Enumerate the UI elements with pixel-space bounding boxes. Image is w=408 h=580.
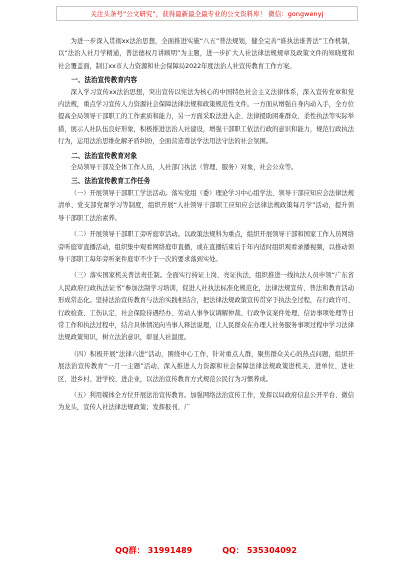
section-paragraph: 深入学习宣传xx法治思想，突出宣传以宪法为核心的中国特色社会主义法律体系，深入宣传党章和党内法规，重点学习宣传人力资源社会保障法律法规和政策规范性文件。一方面从增强自身内动入手，全方位提高全局领导干部职工的工作素质和能力，另一方面采取法进入企、法律援助困难群众、柔性执法等实际举措，展示人社队伍良好形象，积极推进法治人社建设，增强干部职工依法行政的意识和能力，规范行政执法行为，运用法治思维化解矛盾纠纷，全面营造尊法学法用法守法的社会氛围。 [58,88,354,146]
qq-number: 535304092 [246,545,297,555]
task-paragraph: （一）开展领导干部职工学法活动。落实党组（委）理论学习中心组学法、领导干部应知应会法律法规清单、党支部党课学习等制度，组织开展“人社领导干部职工应知应会法律法规政策每月学”活动，提升领导干部职工法治素养。 [58,189,354,222]
task-paragraph: （二）开展领导干部职工旁听庭审活动。以政策法规科为重点，组织开展领导干部和国家工作人员网络旁听庭审直播活动，组织集中观看网络庭审直播，或在直播结束后于年内适时组织观看录播视频，以推动领导干部职工每年旁听案件庭审不少于一次的要求落到实处。 [58,231,354,263]
section-heading-tasks: 三、法治宣传教育工作任务 [71,177,151,186]
task-paragraph: （五）利用媒体全方位开展法治宣传教育。加强网络法治宣传工作，发挥以局政府信息公开平台、微信为龙头，宣传人社法律法规政策；发挥报刊、广 [58,391,354,412]
qq-group-contact [115,545,192,556]
document-body [58,36,354,415]
task-paragraph: （三）落实国家机关普法责任制。全面实行持证上岗、亮证执法，组织推进一线执法人员申领“广东省人民政府行政执法证书”参加法制学习培训，促进人社执法标准化规范化，法律法规宣传、普法和教育活动形成常态化。坚持法治宣传教育与法治实践相结合，把法律法规政策宣传贯穿于执法全过程，在行政许可、行政检查、工伤认定、社会保险待遇经办、劳动人事争议调解仲裁、行政争议案件处理、信访事项处理等日常工作和执法过程中，结合具体情况向当事人释法说理，让人民群众在办理人社务服务事项过程中学习法律法规政策知识，树立法治意识，彰显人社温度。 [58,272,354,342]
section-paragraph: 全局领导干部及全体工作人员，人社部门执法（管理、服务）对象，社会公众等。 [70,164,298,172]
section-heading-audience: 二、法治宣传教育对象 [71,151,138,160]
promo-banner [56,6,358,21]
task-paragraph: （四）积极开展“法律六进”活动，围绕中心工作，针对重点人群，聚焦群众关心的热点问题，组织开展法治宣传教育“一月一主题”活动，深入推进人力资源和社会保障法律法规政策进机关、进单位、进社区、进乡村、进学校、进企业，以法治宣传教育方式规范公民行为习惯养成。 [58,350,354,383]
intro-section [58,36,354,73]
section-heading-content: 一、法治宣传教育内容 [71,76,138,85]
contact-footer [56,541,356,559]
qq-label: QQ： [222,545,244,555]
intro-paragraph: 为进一步深入贯彻xx法治思想，全面推进实施“八五”普法规划，健全完善“谁执法谁普法”工作机制，以“法治人社月学精通，普法德权月讲顾明”为主题，进一步扩大人社法律法规规章及政策文件的知晓度和社会覆盖面，制订xx市人力资源和社会保障局2022年度法治人社宣传教育工作方案。 [58,38,354,70]
promo-banner-text: 关注头条号“公文研究”，获得最新最全最专业的公文资料库！ 微信：gongwenyj [90,10,324,18]
qq-group-number: 31991489 [147,545,193,555]
qq-group-label: QQ群： [115,545,145,555]
qq-contact [222,545,297,556]
